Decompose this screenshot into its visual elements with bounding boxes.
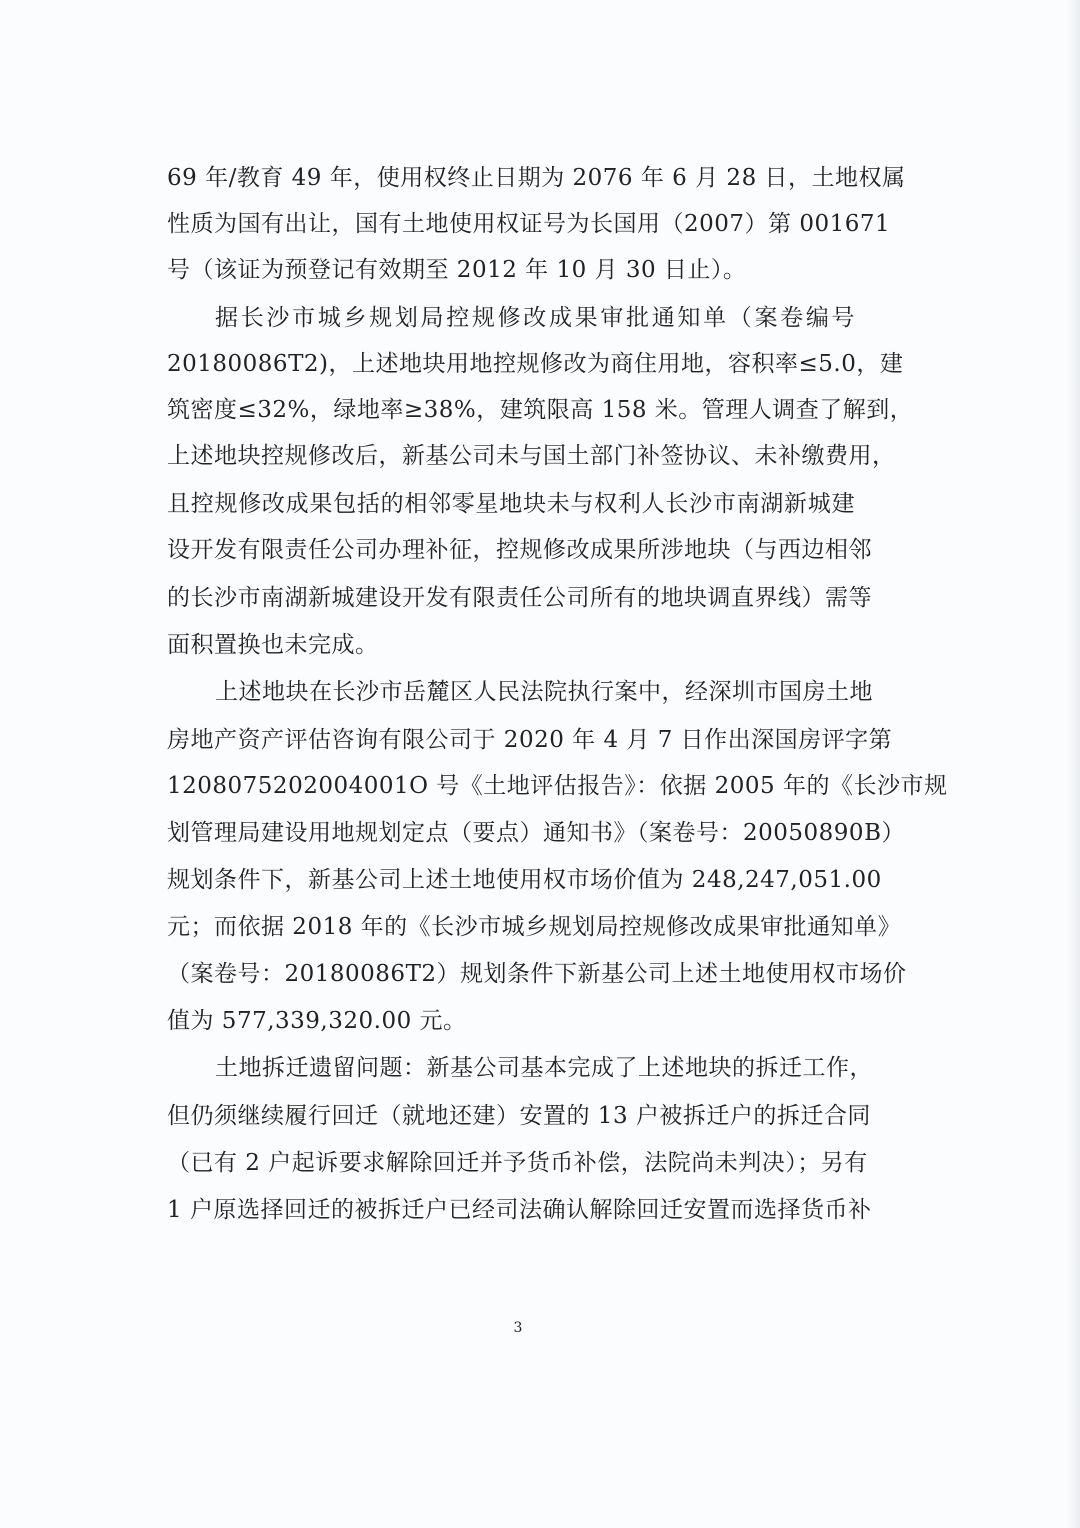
text-line: （案卷号：20180086T2）规划条件下新基公司上述土地使用权市场价 [167,961,907,987]
text-line: 面积置换也未完成。 [167,632,379,658]
text-line: 上述地块在长沙市岳麓区人民法院执行案中，经深圳市国房土地 [215,679,873,705]
text-line: 值为 577,339,320.00 元。 [167,1008,467,1034]
text-line: 20180086T2)，上述地块用地控规修改为商住用地，容积率≤5.0，建 [167,351,904,377]
text-line: 但仍须继续履行回迁（就地还建）安置的 13 户被拆迁户的拆迁合同 [167,1103,871,1129]
text-line: 据长沙市城乡规划局控规修改成果审批通知单（案卷编号 [215,305,855,331]
text-line: 元；而依据 2018 年的《长沙市城乡规划局控规修改成果审批通知单》 [167,914,902,940]
text-line: 1 户原选择回迁的被拆迁户已经司法确认解除回迁安置而选择货币补 [167,1197,872,1223]
text-line: 的长沙市南湖新城建设开发有限责任公司所有的地块调直界线）需等 [167,585,872,611]
text-line: 规划条件下，新基公司上述土地使用权市场价值为 248,247,051.00 [167,867,882,893]
text-line: 上述地块控规修改后，新基公司未与国土部门补签协议、未补缴费用， [167,443,896,469]
text-line: （已有 2 户起诉要求解除回迁并予货币补偿，法院尚未判决）；另有 [167,1150,868,1176]
text-line: 69 年/教育 49 年，使用权终止日期为 2076 年 6 月 28 日，土地权属 [167,165,906,191]
text-line: 且控规修改成果包括的相邻零星地块未与权利人长沙市南湖新城建 [167,491,855,517]
text-line: 土地拆迁遗留问题：新基公司基本完成了上述地块的拆迁工作， [215,1055,873,1081]
text-line: 性质为国有出让，国有土地使用权证号为长国用（2007）第 001671 [167,211,891,237]
text-line: 划管理局建设用地规划定点（要点）通知书》（案卷号：20050890B） [167,820,905,846]
text-line: 筑密度≤32%，绿地率≥38%，建筑限高 158 米。管理人调查了解到， [167,397,914,423]
text-line: 号（该证为预登记有效期至 2012 年 10 月 30 日止）。 [167,257,747,283]
text-line: 房地产资产评估咨询有限公司于 2020 年 4 月 7 日作出深国房评字第 [167,727,893,753]
text-line: 设开发有限责任公司办理补征，控规修改成果所涉地块（与西边相邻 [167,537,872,563]
scan-edge [1066,0,1080,1528]
page-number: 3 [513,1320,523,1336]
text-line: 1208075202004001O 号《土地评估报告》：依据 2005 年的《长沙市规 [167,773,948,799]
